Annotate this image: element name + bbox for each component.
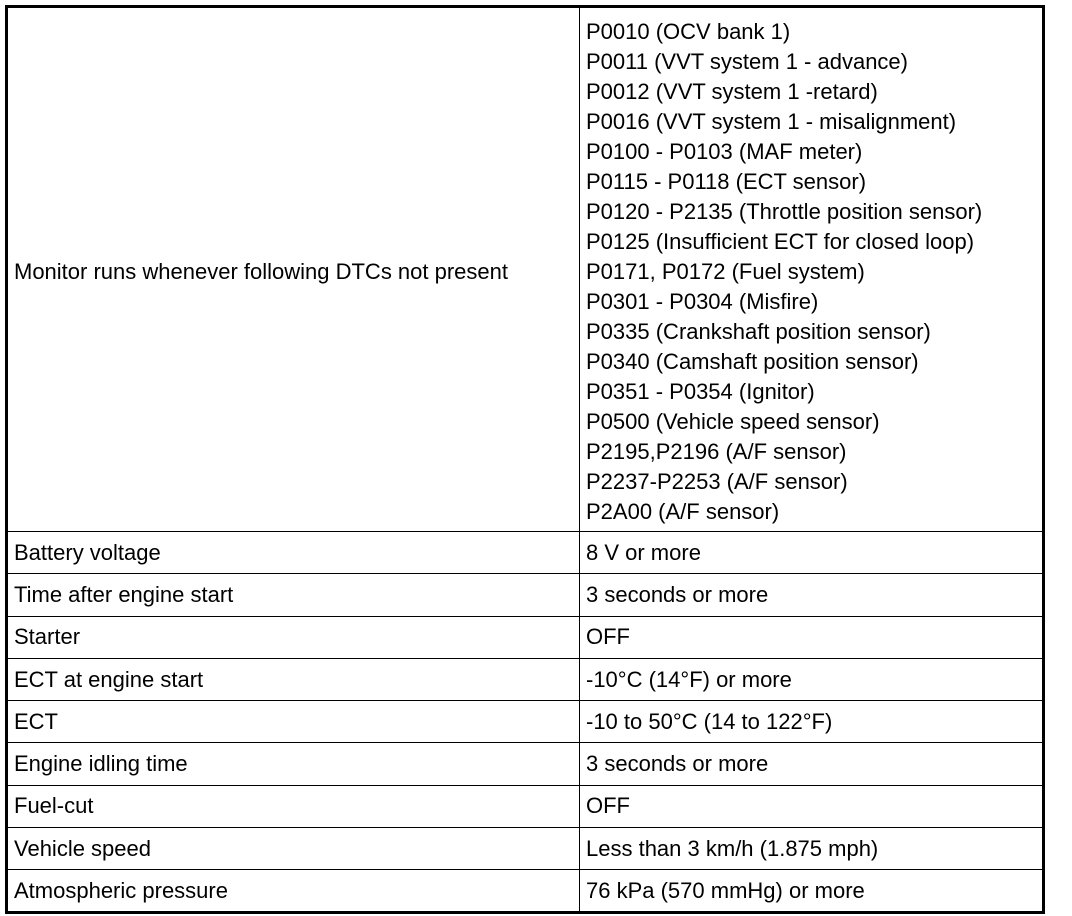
table-row	[7, 828, 1044, 870]
condition-value: -10°C (14°F) or more	[580, 658, 1044, 700]
dtc-list	[586, 17, 1036, 527]
table-row	[7, 785, 1044, 827]
table-row	[7, 743, 1044, 785]
dtc-item: P0011 (VVT system 1 - advance)	[586, 49, 908, 74]
condition-value: OFF	[580, 616, 1044, 658]
dtc-item: P0500 (Vehicle speed sensor)	[586, 409, 880, 434]
dtc-item: P0120 - P2135 (Throttle position sensor)	[586, 199, 983, 224]
dtc-item: P0301 - P0304 (Misfire)	[586, 289, 819, 314]
condition-value: Less than 3 km/h (1.875 mph)	[580, 828, 1044, 870]
table-row	[7, 7, 1044, 532]
table-row	[7, 616, 1044, 658]
condition-value: 76 kPa (570 mmHg) or more	[580, 870, 1044, 912]
condition-label: Engine idling time	[7, 743, 580, 785]
condition-label: Battery voltage	[7, 532, 580, 574]
dtc-item: P2A00 (A/F sensor)	[586, 499, 780, 524]
condition-label: ECT	[7, 701, 580, 743]
condition-value: OFF	[580, 785, 1044, 827]
condition-label: Monitor runs whenever following DTCs not present	[7, 7, 580, 532]
table-row	[7, 574, 1044, 616]
table-row	[7, 658, 1044, 700]
dtc-list-cell	[580, 7, 1044, 532]
dtc-item: P0010 (OCV bank 1)	[586, 19, 791, 44]
condition-value: 3 seconds or more	[580, 743, 1044, 785]
dtc-item: P0100 - P0103 (MAF meter)	[586, 139, 863, 164]
condition-value: -10 to 50°C (14 to 122°F)	[580, 701, 1044, 743]
dtc-item: P0115 - P0118 (ECT sensor)	[586, 169, 867, 194]
table-row	[7, 870, 1044, 912]
dtc-item: P0016 (VVT system 1 - misalignment)	[586, 109, 957, 134]
dtc-item: P0171, P0172 (Fuel system)	[586, 259, 865, 284]
dtc-item: P2237-P2253 (A/F sensor)	[586, 469, 848, 494]
condition-label: Time after engine start	[7, 574, 580, 616]
condition-value: 8 V or more	[580, 532, 1044, 574]
condition-label: Fuel-cut	[7, 785, 580, 827]
condition-label: ECT at engine start	[7, 658, 580, 700]
condition-value: 3 seconds or more	[580, 574, 1044, 616]
dtc-item: P0125 (Insufficient ECT for closed loop)	[586, 229, 975, 254]
dtc-item: P2195,P2196 (A/F sensor)	[586, 439, 847, 464]
table-row	[7, 701, 1044, 743]
condition-label: Atmospheric pressure	[7, 870, 580, 912]
table-row	[7, 532, 1044, 574]
condition-label: Vehicle speed	[7, 828, 580, 870]
dtc-item: P0340 (Camshaft position sensor)	[586, 349, 919, 374]
dtc-item: P0012 (VVT system 1 -retard)	[586, 79, 878, 104]
condition-label: Starter	[7, 616, 580, 658]
dtc-item: P0335 (Crankshaft position sensor)	[586, 319, 931, 344]
conditions-table	[5, 5, 1045, 914]
dtc-item: P0351 - P0354 (Ignitor)	[586, 379, 815, 404]
